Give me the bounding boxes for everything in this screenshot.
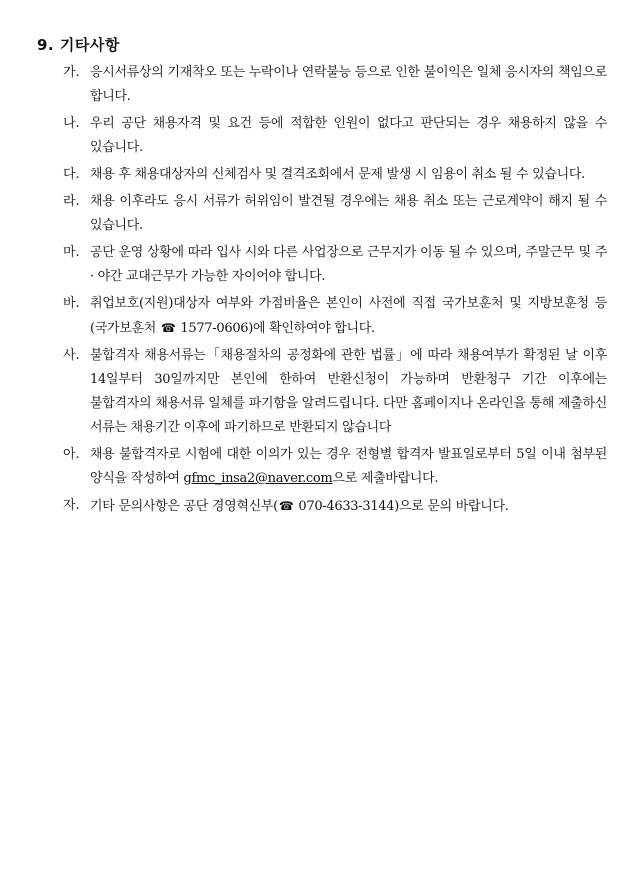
item-text: 채용 후 채용대상자의 신체검사 및 결격조회에서 문제 발생 시 임용이 취소 될 수 있습니다. [90, 167, 585, 182]
list-item [63, 61, 607, 109]
item-text: 공단 운영 상황에 따라 입사 시와 다른 사업장으로 근무지가 이동 될 수 있으며, 주말근무 및 주 · 야간 교대근무가 가능한 자이어야 합니다. [90, 245, 607, 284]
list-item [63, 163, 607, 187]
item-marker: 사. [63, 348, 80, 363]
item-text-after: 1577-0606)에 확인하여야 합니다. [176, 321, 375, 336]
item-text-before: 기타 문의사항은 공단 경영혁신부( [90, 499, 278, 514]
item-text: 채용 이후라도 응시 서류가 허위임이 발견될 경우에는 채용 취소 또는 근로계약이 해지 될 수 있습니다. [90, 194, 607, 233]
item-marker: 아. [63, 447, 80, 462]
item-marker: 마. [63, 245, 80, 260]
list-item [63, 344, 607, 440]
item-marker: 자. [63, 498, 80, 513]
list-item [63, 443, 607, 491]
item-text [90, 494, 607, 519]
list-item [63, 241, 607, 289]
item-marker: 가. [63, 65, 80, 80]
item-marker: 바. [63, 296, 80, 311]
section-title: 9. 기타사항 [37, 36, 120, 54]
item-text: 응시서류상의 기재착오 또는 누락이나 연락불능 등으로 인한 불이익은 일체 응시자의 책임으로 합니다. [90, 65, 607, 104]
item-text-before: 채용 불합격자로 시험에 대한 이의가 있는 경우 전형별 합격자 발표일로부터 5일 이내 첨부된 양식을 작성하여 [90, 447, 607, 486]
item-text-after: 070-4633-3144)으로 문의 바랍니다. [294, 499, 509, 514]
item-marker: 나. [63, 116, 80, 131]
phone-icon: ☎ [278, 499, 294, 513]
list-item [63, 292, 607, 341]
list-item [63, 190, 607, 238]
email-link[interactable]: gfmc_insa2@naver.com [183, 471, 333, 486]
item-text [90, 443, 607, 491]
item-text-after: 으로 제출바랍니다. [332, 471, 439, 486]
item-marker: 다. [63, 167, 80, 182]
list-item [63, 112, 607, 160]
phone-icon: ☎ [160, 321, 176, 335]
notice-list [63, 61, 607, 522]
item-text: 불합격자 채용서류는「채용절차의 공정화에 관한 법률」에 따라 채용여부가 확정된 날 이후 14일부터 30일까지만 본인에 한하여 반환신청이 가능하며 반환청구 기간 이후에는 불합격자의 채용서류 일체를 파기함을 알려드립니다. 다만 홈페이지나 온라인을 통해 제출하신 서류는 채용기간 이후에 파기하므로 반환되지 않습니다 [90, 348, 607, 435]
item-text [90, 292, 607, 341]
item-text-before: 취업보호(지원)대상자 여부와 가점비율은 본인이 사전에 직접 국가보훈처 및 지방보훈청 등(국가보훈처 [90, 296, 607, 336]
list-item [63, 494, 607, 519]
item-text: 우리 공단 채용자격 및 요건 등에 적합한 인원이 없다고 판단되는 경우 채용하지 않을 수 있습니다. [90, 116, 607, 155]
item-marker: 라. [63, 194, 80, 209]
